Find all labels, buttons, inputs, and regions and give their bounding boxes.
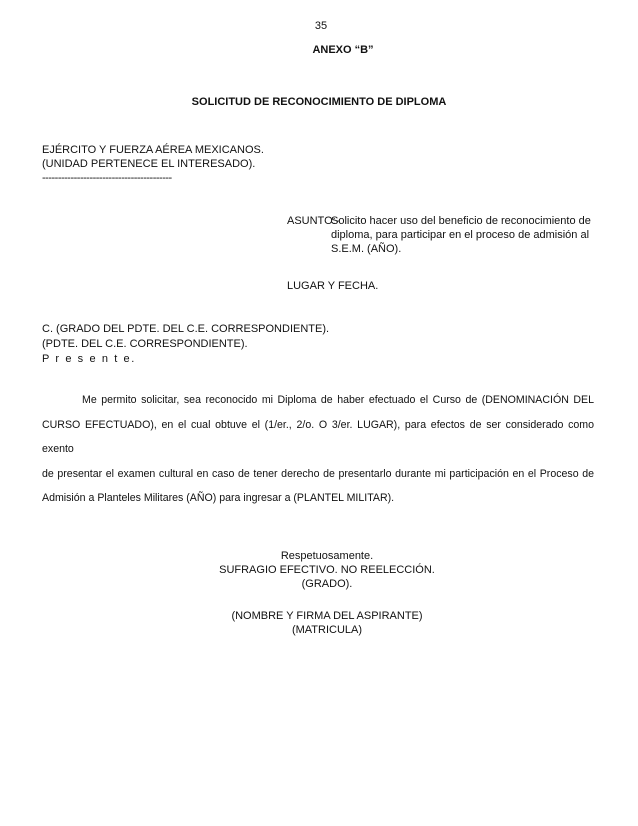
closing-signature: (NOMBRE Y FIRMA DEL ASPIRANTE) [231,610,423,622]
body-line-1: Me permito solicitar, sea reconocido mi Diploma de haber efectuado el Curso de (DENOMINACIÓN DEL [82,394,594,406]
closing-block [0,549,638,637]
closing-salutation: Respetuosamente. [280,550,374,562]
annex-title: ANEXO “B” [312,44,374,56]
closing-gap [16,591,638,609]
subject-block [287,214,594,256]
place-date: LUGAR Y FECHA. [287,280,379,292]
sender-block [42,143,264,185]
subject-line-1: Solicito hacer uso del beneficio de reconocimiento de [331,215,591,227]
sender-line-1: EJÉRCITO Y FUERZA AÉREA MEXICANOS. [42,144,264,156]
closing-motto: SUFRAGIO EFECTIVO. NO REELECCIÓN. [219,564,435,576]
recipient-line-1: C. (GRADO DEL PDTE. DEL C.E. CORRESPONDIENTE). [42,323,330,335]
recipient-line-3: P r e s e n t e. [42,353,136,365]
subject-label: ASUNTO:- [287,215,340,227]
recipient-block [42,322,329,367]
subject-line-2: diploma, para participar en el proceso de admisión al [331,229,590,241]
document-title: SOLICITUD DE RECONOCIMIENTO DE DIPLOMA [191,96,447,108]
page-number: 35 [314,20,328,32]
sender-dash-rule: ----------------------------------------- [42,172,172,184]
sender-line-2: (UNIDAD PERTENECE EL INTERESADO). [42,158,256,170]
recipient-line-2: (PDTE. DEL C.E. CORRESPONDIENTE). [42,338,248,350]
closing-registration: (MATRICULA) [291,624,363,636]
body-line-3: de presentar el examen cultural en caso de tener derecho de presentarlo durante mi participación en el Proceso de [42,467,594,480]
subject-text [331,214,594,256]
closing-rank: (GRADO). [301,578,353,590]
body-line-4: Admisión a Planteles Militares (AÑO) para ingresar a (PLANTEL MILITAR). [42,492,395,505]
subject-line-3: S.E.M. (AÑO). [331,243,402,255]
body-line-2: CURSO EFECTUADO), en el cual obtuve el (1/er., 2/o. O 3/er. LUGAR), para efectos de ser considerado como exento [42,418,594,456]
body-paragraph [42,388,594,511]
